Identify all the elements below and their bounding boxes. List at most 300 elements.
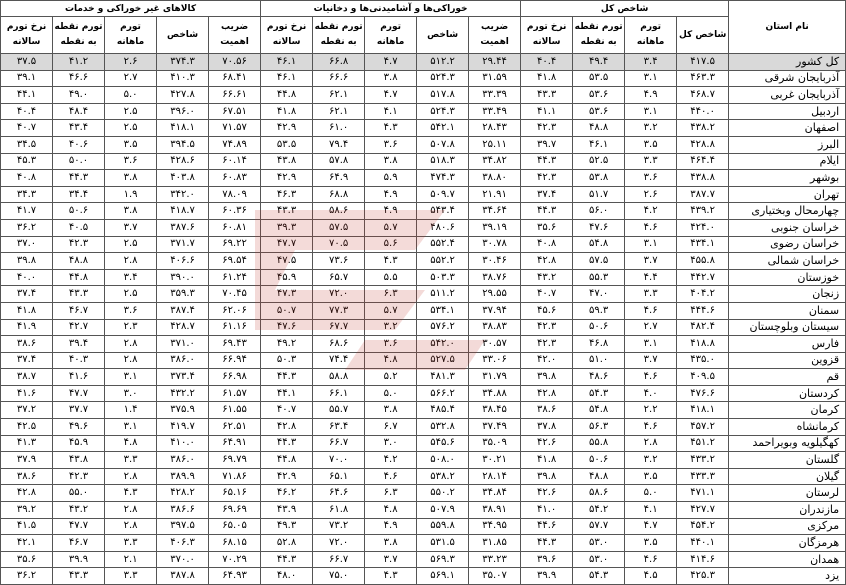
table-cell: ۵.۷ <box>365 302 417 319</box>
table-row <box>1 136 846 153</box>
table-cell: ۳۹۴.۵ <box>157 136 209 153</box>
table-cell: ۲.۵ <box>105 103 157 120</box>
table-cell: ۳۱.۵۹ <box>469 70 521 87</box>
table-cell: ۳۹.۱۹ <box>469 219 521 236</box>
table-cell: ۴۵۴.۲ <box>677 518 729 535</box>
table-cell: ۴۹.۳ <box>261 518 313 535</box>
table-cell: ۳.۱ <box>625 236 677 253</box>
table-cell: ۴۰۶.۳ <box>157 535 209 552</box>
table-row <box>1 352 846 369</box>
table-row <box>1 170 846 187</box>
table-cell: ۴۴.۸ <box>53 269 105 286</box>
table-cell: ۴۹.۶ <box>53 419 105 436</box>
table-cell: ۵۱۸.۳ <box>417 153 469 170</box>
table-cell: ۵۳۴.۱ <box>417 302 469 319</box>
province-name: سمنان <box>729 302 846 319</box>
table-cell: ۴۲.۳ <box>521 170 573 187</box>
table-cell: ۴۱.۸ <box>521 70 573 87</box>
table-cell: ۴۴.۳ <box>521 153 573 170</box>
table-cell: ۳.۳ <box>105 535 157 552</box>
table-cell: ۴۰.۴ <box>521 54 573 71</box>
table-row <box>1 568 846 585</box>
table-cell: ۳.۱ <box>625 70 677 87</box>
table-cell: ۴۲۵.۳ <box>677 568 729 585</box>
province-name: کرمان <box>729 402 846 419</box>
table-cell: ۳۸۶.۶ <box>157 502 209 519</box>
table-cell: ۲.۸ <box>105 468 157 485</box>
table-cell: ۳۹.۹ <box>521 568 573 585</box>
table-cell: ۴۹.۲ <box>261 336 313 353</box>
table-cell: ۴۵۵.۸ <box>677 253 729 270</box>
table-cell: ۳۷.۴ <box>1 352 53 369</box>
table-cell: ۵.۹ <box>365 170 417 187</box>
table-cell: ۴۳.۳ <box>53 286 105 303</box>
table-cell: ۳.۱ <box>625 336 677 353</box>
table-cell: ۴۷۶.۶ <box>677 385 729 402</box>
table-cell: ۳۷.۴ <box>1 286 53 303</box>
table-row <box>1 468 846 485</box>
table-cell: ۷۷.۳ <box>313 302 365 319</box>
table-cell: ۳.۷ <box>105 219 157 236</box>
table-cell: ۴۷.۳ <box>261 286 313 303</box>
table-cell: ۵۳۱.۵ <box>417 535 469 552</box>
table-cell: ۴۲.۳ <box>53 468 105 485</box>
table-cell: ۴۰۳.۸ <box>157 170 209 187</box>
table-cell: ۶.۷ <box>365 419 417 436</box>
table-cell: ۳۹.۶ <box>521 551 573 568</box>
table-cell: ۵۵۹.۸ <box>417 518 469 535</box>
table-cell: ۳۴.۹۵ <box>469 518 521 535</box>
table-row <box>1 153 846 170</box>
table-cell: ۴.۳ <box>365 120 417 137</box>
table-cell: ۴۵.۹ <box>261 269 313 286</box>
table-cell: ۴۹.۰ <box>53 87 105 104</box>
table-cell: ۴۱.۲ <box>53 54 105 71</box>
table-cell: ۳۵.۰۷ <box>469 568 521 585</box>
table-cell: ۶۱.۵۷ <box>209 385 261 402</box>
table-cell: ۲.۸ <box>105 518 157 535</box>
table-cell: ۵۴.۲ <box>573 502 625 519</box>
table-cell: ۴.۵ <box>625 568 677 585</box>
table-cell: ۵۰۳.۳ <box>417 269 469 286</box>
table-cell: ۶۸.۶ <box>313 336 365 353</box>
table-cell: ۴۳.۳ <box>521 87 573 104</box>
table-cell: ۲.۸ <box>105 336 157 353</box>
table-body <box>1 54 846 585</box>
table-cell: ۳۸.۷۶ <box>469 269 521 286</box>
table-cell: ۴۱۰.۳ <box>157 70 209 87</box>
province-name: قزوین <box>729 352 846 369</box>
table-cell: ۴.۰ <box>625 385 677 402</box>
province-name: آذربایجان شرقی <box>729 70 846 87</box>
table-cell: ۴.۲ <box>625 203 677 220</box>
table-cell: ۴.۱ <box>625 502 677 519</box>
province-name: زنجان <box>729 286 846 303</box>
table-cell: ۲۹.۴۴ <box>469 54 521 71</box>
table-cell: ۳۷.۹۴ <box>469 302 521 319</box>
table-cell: ۴.۴ <box>625 269 677 286</box>
table-cell: ۳۳.۰۶ <box>469 352 521 369</box>
table-cell: ۵۷.۵ <box>313 219 365 236</box>
table-cell: ۴۰.۸ <box>1 170 53 187</box>
table-cell: ۵۰۷.۹ <box>417 502 469 519</box>
table-cell: ۳۵.۶ <box>521 219 573 236</box>
table-cell: ۶۶.۸ <box>313 54 365 71</box>
table-cell: ۵۹.۳ <box>573 302 625 319</box>
table-cell: ۴۱.۶ <box>1 385 53 402</box>
table-cell: ۶۷.۵۱ <box>209 103 261 120</box>
table-cell: ۶۰.۸۳ <box>209 170 261 187</box>
table-cell: ۳.۰ <box>365 435 417 452</box>
table-cell: ۴۰.۵ <box>53 219 105 236</box>
table-cell: ۴۱۸.۷ <box>157 203 209 220</box>
table-cell: ۳۸.۸۳ <box>469 319 521 336</box>
table-cell: ۴۲.۹ <box>261 170 313 187</box>
table-cell: ۳۸.۹۱ <box>469 502 521 519</box>
table-cell: ۶.۳ <box>365 286 417 303</box>
province-name: چهارمحال وبختیاری <box>729 203 846 220</box>
table-cell: ۴۲۸.۶ <box>157 153 209 170</box>
table-cell: ۴۱۸.۱ <box>677 402 729 419</box>
table-cell: ۵۳.۶ <box>573 87 625 104</box>
table-cell: ۲.۶ <box>105 54 157 71</box>
table-cell: ۶۸.۸ <box>313 186 365 203</box>
table-cell: ۴۸.۸ <box>53 253 105 270</box>
table-cell: ۴۴.۳ <box>261 551 313 568</box>
table-cell: ۴۳۵.۰ <box>677 352 729 369</box>
table-cell: ۶۵.۰۵ <box>209 518 261 535</box>
table-cell: ۵۰۸.۰ <box>417 452 469 469</box>
table-cell: ۳۴.۳ <box>1 186 53 203</box>
table-cell: ۴۱.۳ <box>1 435 53 452</box>
table-cell: ۳۸۷.۷ <box>677 186 729 203</box>
table-cell: ۲.۷ <box>105 70 157 87</box>
table-cell: ۳.۳ <box>105 452 157 469</box>
table-cell: ۶۶.۶ <box>313 70 365 87</box>
table-cell: ۳۷۰.۰ <box>157 551 209 568</box>
table-row <box>1 385 846 402</box>
table-cell: ۵۱.۰ <box>573 352 625 369</box>
table-row <box>1 186 846 203</box>
col-header: تورم ماهانه <box>625 17 677 54</box>
table-row <box>1 435 846 452</box>
table-cell: ۴۱۸.۸ <box>677 336 729 353</box>
table-cell: ۴۴.۱ <box>1 87 53 104</box>
table-cell: ۶۴.۹۱ <box>209 435 261 452</box>
col-header: تورم ماهانه <box>105 17 157 54</box>
table-cell: ۳.۵ <box>105 136 157 153</box>
table-cell: ۴۲۸.۲ <box>157 485 209 502</box>
table-cell: ۳۵.۶ <box>1 551 53 568</box>
table-cell: ۴.۷ <box>365 87 417 104</box>
table-cell: ۷۳.۲ <box>313 518 365 535</box>
table-row <box>1 203 846 220</box>
table-cell: ۴.۳ <box>365 253 417 270</box>
table-cell: ۵۵.۸ <box>573 435 625 452</box>
table-cell: ۵۷.۵ <box>573 253 625 270</box>
province-name: البرز <box>729 136 846 153</box>
table-cell: ۵۰.۶ <box>573 452 625 469</box>
table-cell: ۶۲.۵۱ <box>209 419 261 436</box>
table-cell: ۴۶.۲ <box>261 485 313 502</box>
table-cell: ۵۵۲.۴ <box>417 236 469 253</box>
col-header: تورم نقطه به نقطه <box>573 17 625 54</box>
table-cell: ۴۸۲.۴ <box>677 319 729 336</box>
table-cell: ۴.۳ <box>105 485 157 502</box>
table-cell: ۴۲.۹ <box>261 468 313 485</box>
table-cell: ۳۸.۸۰ <box>469 170 521 187</box>
table-cell: ۳.۳ <box>625 286 677 303</box>
table-cell: ۴۴.۳ <box>261 369 313 386</box>
table-cell: ۳.۵ <box>625 468 677 485</box>
table-cell: ۵۲.۵ <box>573 153 625 170</box>
table-cell: ۴۸.۶ <box>573 369 625 386</box>
province-name: کل کشور <box>729 54 846 71</box>
table-cell: ۴۸۰.۶ <box>417 219 469 236</box>
table-cell: ۶۰.۱۴ <box>209 153 261 170</box>
table-cell: ۲.۸ <box>625 435 677 452</box>
province-name: خراسان شمالی <box>729 253 846 270</box>
table-cell: ۴.۶ <box>625 369 677 386</box>
table-cell: ۴۸۱.۳ <box>417 369 469 386</box>
table-cell: ۴.۹ <box>365 186 417 203</box>
table-cell: ۳۹.۴ <box>53 336 105 353</box>
table-cell: ۴۱۸.۱ <box>157 120 209 137</box>
table-cell: ۳۴.۸۲ <box>469 153 521 170</box>
table-cell: ۳.۸ <box>365 535 417 552</box>
table-cell: ۴۳.۴ <box>53 120 105 137</box>
table-cell: ۳۴۲.۰ <box>157 186 209 203</box>
table-cell: ۳۸۶.۰ <box>157 452 209 469</box>
table-row <box>1 120 846 137</box>
table-cell: ۳.۳ <box>105 568 157 585</box>
table-cell: ۴.۸ <box>105 435 157 452</box>
table-cell: ۴۰.۴ <box>1 103 53 120</box>
table-cell: ۴۳.۸ <box>261 153 313 170</box>
table-cell: ۶۵.۱۶ <box>209 485 261 502</box>
group-header-nonfood: کالاهای غیر خوراکی و خدمات <box>1 1 261 17</box>
group-header-total-index: شاخص کل <box>521 1 729 17</box>
province-name: اصفهان <box>729 120 846 137</box>
table-cell: ۳.۶ <box>105 153 157 170</box>
table-cell: ۴۶.۱ <box>261 54 313 71</box>
table-cell: ۴۲.۸ <box>1 485 53 502</box>
table-cell: ۴.۱ <box>365 103 417 120</box>
table-cell: ۳.۸ <box>105 170 157 187</box>
table-cell: ۲۵.۱۱ <box>469 136 521 153</box>
province-name: آذربایجان غربی <box>729 87 846 104</box>
table-cell: ۴۳.۸ <box>53 452 105 469</box>
province-name: ایلام <box>729 153 846 170</box>
table-cell: ۳۷۱.۷ <box>157 236 209 253</box>
table-cell: ۵۳.۰ <box>573 535 625 552</box>
table-cell: ۴۴.۳ <box>261 435 313 452</box>
table-cell: ۴۲.۷ <box>53 319 105 336</box>
province-name: یزد <box>729 568 846 585</box>
table-row <box>1 70 846 87</box>
province-name: همدان <box>729 551 846 568</box>
table-cell: ۴۲۷.۸ <box>157 87 209 104</box>
table-cell: ۴.۸ <box>365 352 417 369</box>
table-cell: ۳۹۰.۰ <box>157 269 209 286</box>
table-cell: ۵۲۴.۳ <box>417 103 469 120</box>
table-cell: ۴۷۱.۱ <box>677 485 729 502</box>
table-cell: ۳۷۱.۰ <box>157 336 209 353</box>
table-cell: ۳.۱ <box>105 419 157 436</box>
province-name: کرمانشاه <box>729 419 846 436</box>
table-cell: ۴۳.۳ <box>53 568 105 585</box>
table-cell: ۶۶.۷ <box>313 551 365 568</box>
table-cell: ۴۳۸.۲ <box>677 120 729 137</box>
table-row <box>1 319 846 336</box>
province-name: مرکزی <box>729 518 846 535</box>
table-cell: ۳۹.۲ <box>1 502 53 519</box>
table-cell: ۳۹.۸ <box>1 253 53 270</box>
table-row <box>1 286 846 303</box>
table-cell: ۴۸.۰ <box>261 568 313 585</box>
table-cell: ۲۸.۱۴ <box>469 468 521 485</box>
table-cell: ۴۲.۹ <box>261 120 313 137</box>
table-row <box>1 253 846 270</box>
group-header-food: خوراکی‌ها و آشامیدنی‌ها و دخانیات <box>261 1 521 17</box>
table-cell: ۶۰.۸۱ <box>209 219 261 236</box>
table-cell: ۲۹.۵۵ <box>469 286 521 303</box>
table-cell: ۴۶.۱ <box>261 70 313 87</box>
table-cell: ۳۸.۶ <box>521 402 573 419</box>
table-cell: ۵۳۸.۲ <box>417 468 469 485</box>
table-cell: ۴۷.۷ <box>53 518 105 535</box>
table-cell: ۳.۶ <box>105 302 157 319</box>
table-cell: ۳.۳ <box>625 153 677 170</box>
table-cell: ۶۱.۰ <box>313 120 365 137</box>
table-cell: ۴۲۴.۰ <box>677 219 729 236</box>
table-cell: ۴۸.۴ <box>53 103 105 120</box>
table-cell: ۴۶.۶ <box>53 70 105 87</box>
table-cell: ۴۸.۸ <box>573 120 625 137</box>
table-cell: ۵۸.۶ <box>573 485 625 502</box>
table-cell: ۴۲.۳ <box>53 236 105 253</box>
table-cell: ۴۱۷.۵ <box>677 54 729 71</box>
table-cell: ۶۶.۷ <box>313 435 365 452</box>
table-cell: ۳۹.۳ <box>261 219 313 236</box>
province-name: کهگیلویه وبویراحمد <box>729 435 846 452</box>
table-cell: ۴۱.۸ <box>1 302 53 319</box>
province-name: فارس <box>729 336 846 353</box>
col-header: تورم ماهانه <box>365 17 417 54</box>
table-cell: ۳.۵ <box>625 136 677 153</box>
table-cell: ۶۰.۳۶ <box>209 203 261 220</box>
table-cell: ۴۴۰.۱ <box>677 535 729 552</box>
table-cell: ۳۳.۴۹ <box>469 103 521 120</box>
province-name: لرستان <box>729 485 846 502</box>
table-cell: ۶۹.۶۹ <box>209 502 261 519</box>
table-cell: ۶۱.۱۶ <box>209 319 261 336</box>
table-cell: ۵۲۷.۵ <box>417 352 469 369</box>
table-cell: ۶۸.۱۵ <box>209 535 261 552</box>
table-cell: ۴.۷ <box>625 518 677 535</box>
table-cell: ۴۱.۰ <box>521 502 573 519</box>
table-cell: ۴.۶ <box>365 468 417 485</box>
table-cell: ۴۶.۳ <box>261 186 313 203</box>
table-row <box>1 485 846 502</box>
table-cell: ۲.۵ <box>105 286 157 303</box>
table-cell: ۷۲.۰ <box>313 535 365 552</box>
table-cell: ۲۱.۹۱ <box>469 186 521 203</box>
table-cell: ۷۸.۰۹ <box>209 186 261 203</box>
table-cell: ۴۵.۳ <box>1 153 53 170</box>
table-cell: ۵۳.۵ <box>261 136 313 153</box>
table-cell: ۵.۲ <box>365 369 417 386</box>
table-cell: ۴.۳ <box>365 568 417 585</box>
table-cell: ۴۴.۳ <box>53 170 105 187</box>
table-cell: ۳۸۷.۸ <box>157 568 209 585</box>
table-cell: ۳.۷ <box>625 352 677 369</box>
table-row <box>1 419 846 436</box>
table-cell: ۳۸۹.۹ <box>157 468 209 485</box>
table-cell: ۳.۷ <box>625 253 677 270</box>
table-cell: ۳.۸ <box>365 153 417 170</box>
table-cell: ۴۵۷.۲ <box>677 419 729 436</box>
table-cell: ۴.۹ <box>365 203 417 220</box>
table-cell: ۴۳۹.۲ <box>677 203 729 220</box>
table-cell: ۴۲.۶ <box>521 435 573 452</box>
table-cell: ۴۲.۸ <box>261 419 313 436</box>
table-row <box>1 402 846 419</box>
province-name: خراسان رضوی <box>729 236 846 253</box>
col-header: نرخ تورم سالانه <box>1 17 53 54</box>
table-cell: ۵۲۴.۳ <box>417 70 469 87</box>
table-cell: ۴۶.۸ <box>573 336 625 353</box>
table-cell: ۵۶.۰ <box>573 203 625 220</box>
table-cell: ۴۲.۱ <box>1 535 53 552</box>
table-cell: ۴۴.۳ <box>521 203 573 220</box>
table-cell: ۵۶.۳ <box>573 419 625 436</box>
table-cell: ۵۴.۳ <box>573 568 625 585</box>
table-cell: ۴۱۴.۶ <box>677 551 729 568</box>
table-cell: ۴۰۹.۵ <box>677 369 729 386</box>
table-cell: ۶۱.۸ <box>313 502 365 519</box>
table-cell: ۳.۷ <box>365 551 417 568</box>
table-cell: ۳۴.۴ <box>53 186 105 203</box>
province-name: خوزستان <box>729 269 846 286</box>
table-cell: ۴۷.۵ <box>261 253 313 270</box>
table-cell: ۳۸.۶ <box>1 336 53 353</box>
table-cell: ۳۷۳.۴ <box>157 369 209 386</box>
table-cell: ۷۵.۰ <box>313 568 365 585</box>
table-cell: ۴۲.۳ <box>521 120 573 137</box>
table-cell: ۷۰.۴۵ <box>209 286 261 303</box>
table-cell: ۴۳۴.۱ <box>677 236 729 253</box>
table-cell: ۵.۵ <box>365 269 417 286</box>
table-cell: ۴.۶ <box>625 219 677 236</box>
table-cell: ۶۱.۵۵ <box>209 402 261 419</box>
table-cell: ۶۴.۹۳ <box>209 568 261 585</box>
col-header: تورم نقطه به نقطه <box>313 17 365 54</box>
table-cell: ۴۰.۷ <box>1 120 53 137</box>
col-header: ضریب اهمیت <box>209 17 261 54</box>
province-name: کردستان <box>729 385 846 402</box>
table-cell: ۴۵.۶ <box>521 302 573 319</box>
table-cell: ۲.۶ <box>625 186 677 203</box>
table-cell: ۵.۰ <box>625 485 677 502</box>
province-name: اردبیل <box>729 103 846 120</box>
table-cell: ۶۱.۲۴ <box>209 269 261 286</box>
table-cell: ۳.۴ <box>105 269 157 286</box>
table-cell: ۴۷۴.۳ <box>417 170 469 187</box>
table-cell: ۳.۴ <box>625 54 677 71</box>
table-cell: ۴۰۶.۶ <box>157 253 209 270</box>
table-cell: ۷۳.۶ <box>313 253 365 270</box>
